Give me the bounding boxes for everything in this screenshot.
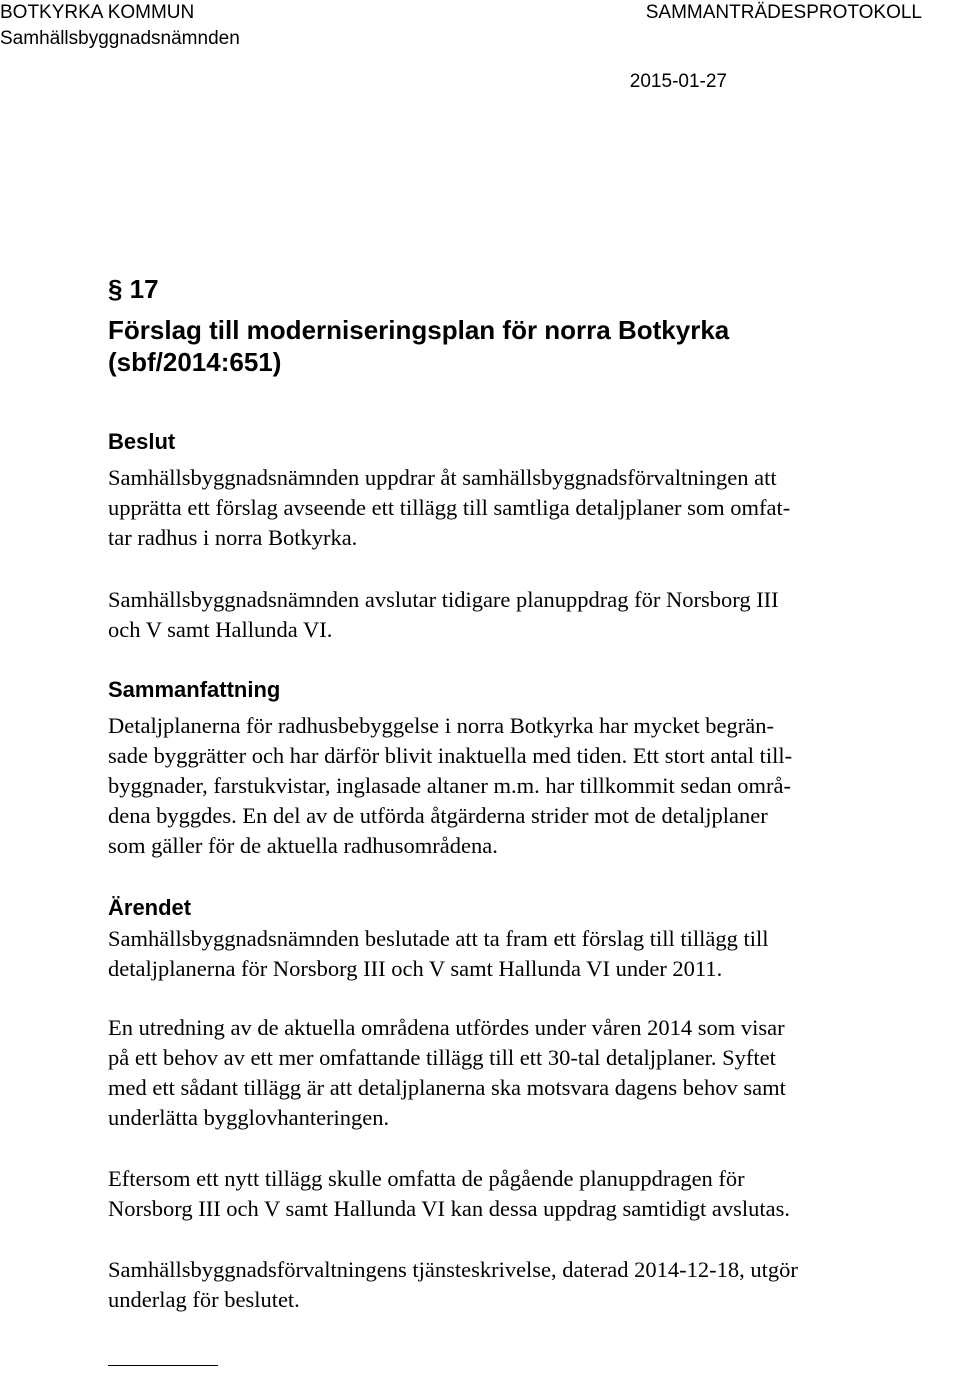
text-line: tar radhus i norra Botkyrka. [108, 525, 358, 550]
arendet-paragraph-2 [108, 1013, 938, 1133]
text-line: med ett sådant tillägg är att detaljplanerna ska motsvara dagens behov samt [108, 1075, 786, 1100]
arendet-heading: Ärendet [108, 895, 192, 920]
signature-divider [108, 1365, 218, 1366]
beslut-paragraph-1 [108, 463, 938, 553]
text-line: Norsborg III och V samt Hallunda VI kan dessa uppdrag samtidigt avslutas. [108, 1196, 790, 1221]
text-line: Samhällsbyggnadsnämnden avslutar tidigare planuppdrag för Norsborg III [108, 587, 779, 612]
text-line: upprätta ett förslag avseende ett tillägg till samtliga detaljplaner som omfat- [108, 495, 791, 520]
text-line: och V samt Hallunda VI. [108, 617, 333, 642]
arendet-paragraph-3 [108, 1164, 938, 1224]
protocol-type: SAMMANTRÄDESPROTOKOLL [645, 2, 922, 23]
text-line: underlätta bygglovhanteringen. [108, 1105, 390, 1130]
meeting-date: 2015-01-27 [629, 71, 727, 92]
sammanfattning-heading: Sammanfattning [108, 677, 281, 702]
arendet-paragraph-4 [108, 1255, 938, 1315]
section-title [108, 314, 928, 378]
board-name: Samhällsbyggnadsnämnden [0, 28, 240, 49]
text-line: sade byggrätter och har därför blivit inaktuella med tiden. Ett stort antal till- [108, 743, 793, 768]
text-line: Detaljplanerna för radhusbebyggelse i norra Botkyrka har mycket begrän- [108, 713, 774, 738]
text-line: En utredning av de aktuella områdena utfördes under våren 2014 som visar [108, 1015, 785, 1040]
text-line: Samhällsbyggnadsnämnden beslutade att ta fram ett förslag till tillägg till [108, 926, 769, 951]
text-line: som gäller för de aktuella radhusområdena. [108, 833, 498, 858]
text-line: dena byggdes. En del av de utförda åtgärderna strider mot de detaljplaner [108, 803, 768, 828]
text-line: Eftersom ett nytt tillägg skulle omfatta de pågående planuppdragen för [108, 1166, 745, 1191]
text-line: detaljplanerna för Norsborg III och V samt Hallunda VI under 2011. [108, 956, 723, 981]
beslut-paragraph-2 [108, 585, 938, 645]
text-line: Samhällsbyggnadsnämnden uppdrar åt samhällsbyggnadsförvaltningen att [108, 465, 777, 490]
sammanfattning-paragraph [108, 711, 938, 861]
section-case-number: (sbf/2014:651) [108, 347, 282, 377]
text-line: underlag för beslutet. [108, 1287, 300, 1312]
section-number: § 17 [108, 274, 159, 304]
municipality-name: BOTKYRKA KOMMUN [0, 2, 195, 23]
section-title-line: Förslag till moderniseringsplan för norra Botkyrka [108, 315, 730, 345]
arendet-paragraph-1 [108, 924, 938, 984]
beslut-heading: Beslut [108, 429, 176, 454]
text-line: byggnader, farstukvistar, inglasade altaner m.m. har tillkommit sedan områ- [108, 773, 791, 798]
text-line: på ett behov av ett mer omfattande tillägg till ett 30-tal detaljplaner. Syftet [108, 1045, 776, 1070]
text-line: Samhällsbyggnadsförvaltningens tjänsteskrivelse, daterad 2014-12-18, utgör [108, 1257, 798, 1282]
